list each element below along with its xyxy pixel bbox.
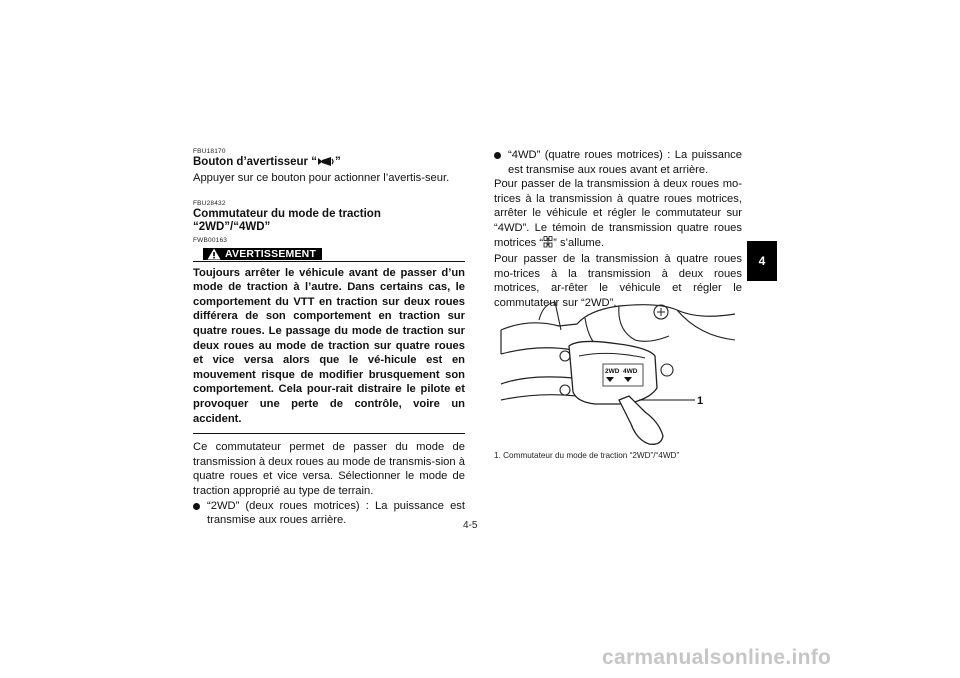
drive-heading-line2: “2WD”/“4WD” <box>193 220 271 233</box>
para-switch-to-2wd: Pour passer de la transmission à quatre roues mo-trices à la transmission à deux roues motrices, ar-rêter le véhicule et régler le commutateur sur “2WD”. <box>494 253 742 309</box>
page-number: 4-5 <box>463 520 478 531</box>
drive-switch-figure <box>499 300 735 448</box>
horn-description: Appuyer sur ce bouton pour actionner l’avertis-seur. <box>193 172 450 184</box>
figure-callout-1: 1 <box>697 395 704 407</box>
warning-code: FWB00163 <box>193 236 228 244</box>
horn-section-code: FBU18170 <box>193 148 226 155</box>
para-switch-to-4wd <box>494 177 742 252</box>
horn-heading <box>193 156 465 171</box>
para-to4wd-pre: Pour passer de la transmission à deux roues mo-trices à la transmission à quatre roues motrices, arrêter le véhicule et régler le commutateur sur “4WD”. Le témoin de transmission quatre roues motrices “ <box>494 178 742 249</box>
warning-end-rule <box>193 433 465 434</box>
switch-intro: Ce commutateur permet de passer du mode de transmission à deux roues au mode de transmis-sion à quatre roues et vice versa. Sélectionner le mode de traction approprié au type de terrain. <box>193 441 465 497</box>
left-column <box>193 148 465 528</box>
right-column <box>494 148 742 311</box>
horn-heading-post: ” <box>334 156 341 168</box>
bullet-4wd-text: “4WD” (quatre roues motrices) : La puissance est transmise aux roues avant et arrière. <box>508 149 742 176</box>
warning-triangle-icon <box>207 248 221 263</box>
drive-heading <box>193 208 465 234</box>
drive-section-code: FBU28432 <box>193 199 226 207</box>
para-to4wd-post: ” s’allume. <box>553 236 605 249</box>
horn-icon <box>317 156 335 171</box>
label-4wd: 4WD <box>623 368 638 375</box>
chapter-tab: 4 <box>747 241 777 281</box>
bullet-2wd-text: “2WD” (deux roues motrices) : La puissance est transmise aux roues arrière. <box>207 499 465 527</box>
warning-text: Toujours arrêter le véhicule avant de passer d’un mode de traction à l’autre. Dans certains cas, le comportement du VTT en traction sur deux roues différera de son comportement en traction sur quatre roues. Le passage du mode de traction sur deux roues au mode de traction sur quatre roues et vice versa alors que le vé-hicule est en mouvement risque de modifier brusquement son comportement. Cela pour-rait distraire le pilote et provoquer une perte de contrôle, voire un accident. <box>193 266 465 425</box>
bullet-4wd <box>494 148 742 177</box>
label-2wd: 2WD <box>605 368 620 375</box>
bullet-2wd <box>193 499 465 528</box>
warning-header <box>193 247 465 262</box>
warning-badge <box>203 248 322 260</box>
watermark: carmanualsonline.info <box>602 646 832 669</box>
horn-heading-pre: Bouton d’avertisseur “ <box>193 156 317 168</box>
warning-label: AVERTISSEMENT <box>225 247 317 260</box>
drive-heading-line1: Commutateur du mode de traction <box>193 207 381 220</box>
bullet-dot <box>494 152 501 159</box>
figure-caption: 1. Commutateur du mode de traction “2WD”/“4WD” <box>494 451 680 460</box>
four-wheel-drive-indicator-icon <box>543 236 553 253</box>
handlebar-illustration <box>499 300 735 448</box>
bullet-dot <box>193 503 200 510</box>
